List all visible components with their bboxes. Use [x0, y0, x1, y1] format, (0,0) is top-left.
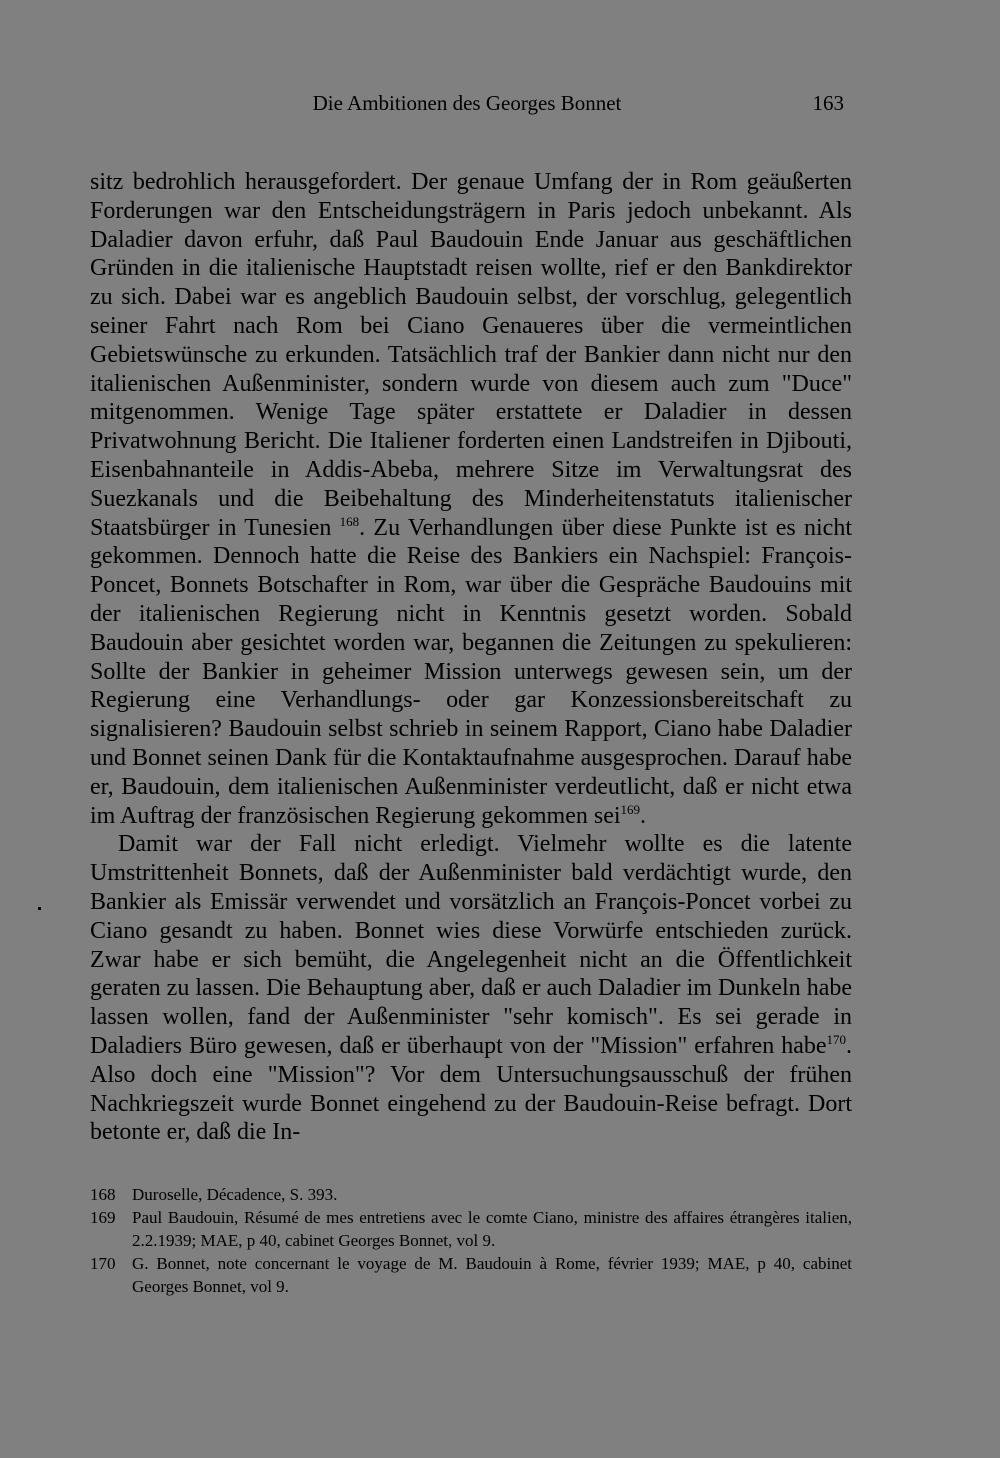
footnote-text: G. Bonnet, note concernant le voyage de M. Baudouin à Rome, février 1939; MAE, p 40, cabinet Georges Bonnet, vol 9.: [132, 1254, 852, 1296]
paragraph-2-text-a: Damit war der Fall nicht erledigt. Vielmehr wollte es die latente Umstrittenheit Bonnets, daß der Außenminister bald verdächtigt wurde, den Bankier als Emissär verwendet und vorsätzlich an François-Poncet vorbei zu Ciano gesandt zu haben. Bonnet wies diese Vorwürfe entschieden zurück. Zwar habe er sich bemüht, die Angelegenheit nicht an die Öffentlichkeit geraten zu lassen. Die Behauptung aber, daß er auch Daladier im Dunkeln habe lassen wollen, fand der Außenminister "sehr komisch". Es sei gerade in Daladiers Büro gewesen, daß er überhaupt von der "Mission" erfahren habe: [90, 831, 852, 1059]
paragraph-1-text-a: sitz bedrohlich herausgefordert. Der genaue Umfang der in Rom geäußerten Forderungen war den Entscheidungsträgern in Paris jedoch unbekannt. Als Daladier davon erfuhr, daß Paul Baudouin Ende Januar aus geschäftlichen Gründen in die italienische Hauptstadt reisen wollte, rief er den Bankdirektor zu sich. Dabei war es angeblich Baudouin selbst, der vorschlug, gelegentlich seiner Fahrt nach Rom bei Ciano Genaueres über die vermeintlichen Gebietswünsche zu erkunden. Tatsächlich traf der Bankier dann nicht nur den italienischen Außenminister, sondern wurde von diesem auch zum "Duce" mitgenommen. Wenige Tage später erstattete er Daladier in dessen Privatwohnung Bericht. Die Italiener forderten einen Landstreifen in Djibouti, Eisenbahnanteile in Addis-Abeba, mehrere Sitze im Verwaltungsrat des Suezkanals und die Beibehaltung des Minderheitenstatuts italienischer Staatsbürger in Tunesien: [90, 169, 852, 541]
page-number: 163: [812, 91, 844, 115]
footnote-170: [90, 1252, 852, 1298]
margin-mark: [38, 907, 41, 910]
footnote-ref-168: 168: [339, 513, 360, 529]
paragraph-2-text-b: . Also doch eine "Mission"? Vor dem Untersuchungsausschuß der frühen Nachkriegszeit wurde Bonnet eingehend zu der Baudouin-Reise befragt. Dort betonte er, daß die In-: [90, 1032, 852, 1146]
footnotes: [90, 1183, 852, 1298]
footnote-168: [90, 1183, 852, 1206]
footnote-number: 169: [90, 1208, 116, 1227]
footnote-text: Duroselle, Décadence, S. 393.: [132, 1185, 338, 1204]
paragraph-1: [90, 168, 852, 830]
footnote-number: 168: [90, 1185, 116, 1204]
paragraph-1-text-c: .: [640, 802, 647, 829]
paragraph-2: [90, 830, 852, 1147]
footnote-169: [90, 1206, 852, 1252]
footnote-ref-169: 169: [620, 801, 641, 817]
running-title: Die Ambitionen des Georges Bonnet: [312, 91, 622, 115]
body-text: [90, 168, 852, 1147]
paragraph-1-text-b: . Zu Verhandlungen über diese Punkte ist es nicht gekommen. Dennoch hatte die Reise des Bankiers ein Nachspiel: François-Poncet, Bonnets Botschafter in Rom, war über die Gespräche Baudouins mit der italienischen Regierung nicht in Kenntnis gesetzt worden. Sobald Baudouin aber gesichtet worden war, begannen die Zeitungen zu spekulieren: Sollte der Bankier in geheimer Mission unterwegs gewesen sein, um der Regierung eine Verhandlungs- oder gar Konzessionsbereitschaft zu signalisieren? Baudouin selbst schrieb in seinem Rapport, Ciano habe Daladier und Bonnet seinen Dank für die Kontaktaufnahme ausgesprochen. Darauf habe er, Baudouin, dem italienischen Außenminister verdeutlicht, daß er nicht etwa im Auftrag der französischen Regierung gekommen sei: [90, 514, 853, 829]
footnote-text: Paul Baudouin, Résumé de mes entretiens avec le comte Ciano, ministre des affaires étrangères italien, 2.2.1939; MAE, p 40, cabinet Georges Bonnet, vol 9.: [132, 1208, 852, 1250]
footnote-number: 170: [90, 1254, 116, 1273]
footnote-ref-170: 170: [826, 1031, 846, 1047]
running-head: [90, 88, 844, 118]
